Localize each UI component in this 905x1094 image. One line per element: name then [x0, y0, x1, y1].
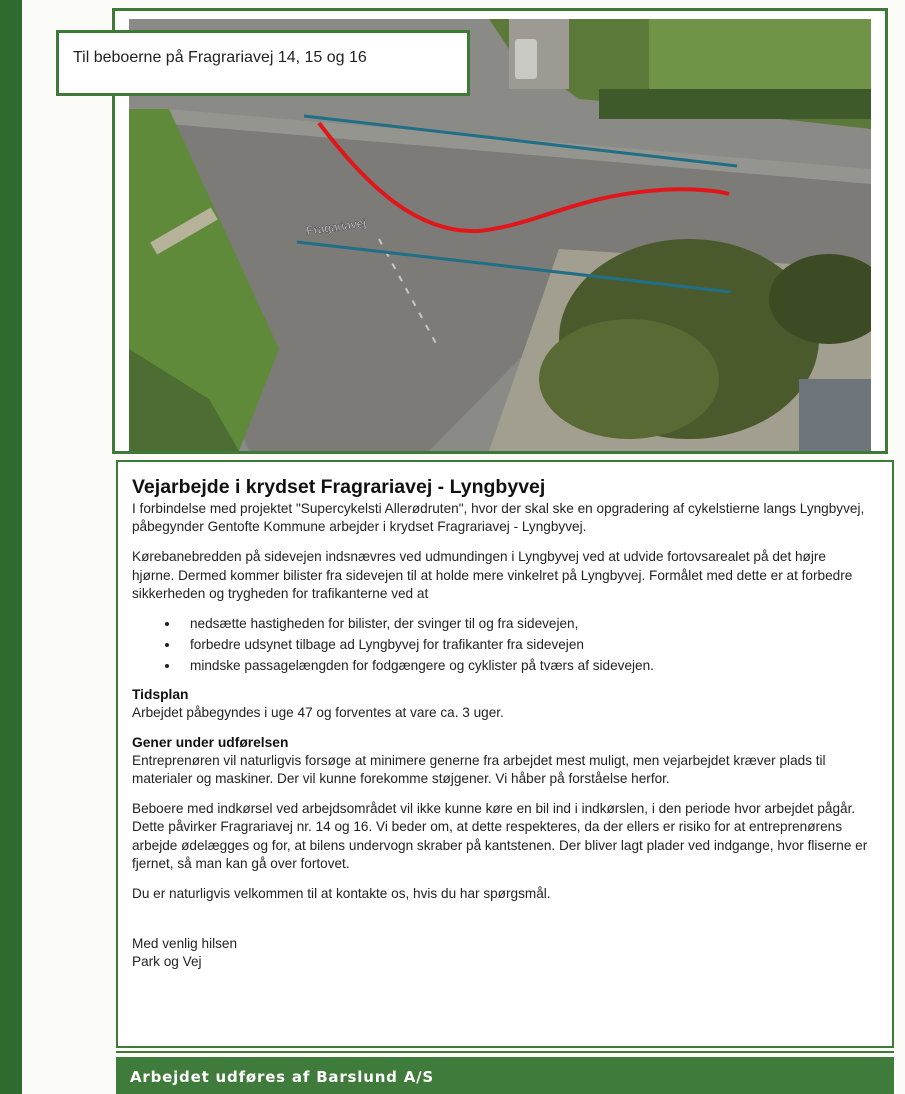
intro-paragraph: I forbindelse med projektet "Supercykelsti Allerødruten", hvor der skal ske en opgradering af cykelstierne langs Lyngbyvej, påbegynder Gentofte Kommune arbejder i krydset Fragrariavej - Lyngbyvej.	[132, 501, 865, 535]
gener-text: Entreprenøren vil naturligvis forsøge at minimere generne fra arbejdet mest muligt, men vejarbejdet kræver plads til materialer og maskiner. Der vil kunne forekomme støjgener. Vi håber på forståelse herfor.	[132, 752, 826, 787]
divider	[116, 1051, 894, 1053]
left-green-stripe	[0, 0, 22, 1094]
list-item: • nedsætte hastigheden for bilister, der svinger til og fra sidevejen,	[180, 615, 872, 633]
list-item: • forbedre udsynet tilbage ad Lyngbyvej for trafikanter fra sidevejen	[180, 636, 872, 654]
signature	[132, 935, 872, 971]
article-frame	[116, 460, 894, 1048]
purpose-paragraph: Kørebanebredden på sidevejen indsnævres ved udmundingen i Lyngbyvej ved at udvide fortovsarealet på det højre hjørne. Dermed kommer bilister fra sidevejen til at holde mere vinkelret på Lyngbyvej. Formålet med dette er at forbedre sikkerheden og trygheden for trafikanterne ved at	[132, 549, 853, 601]
contact-text: Du er naturligvis velkommen til at kontakte os, hvis du har spørgsmål.	[132, 886, 551, 902]
street-label: Fragariavej	[305, 215, 367, 238]
article-title: Vejarbejde i krydset Fragrariavej - Lyngbyvej	[132, 476, 546, 498]
tidsplan-heading: Tidsplan	[132, 686, 189, 702]
purpose-list	[132, 615, 872, 676]
beboere-text: Beboere med indkørsel ved arbejdsområdet vil ikke kunne køre en bil ind i indkørslen, i den periode hvor arbejdet pågår. Dette påvirker Fragrariavej nr. 14 og 16. Vi beder om, at dette respekteres, da der ellers er risiko for at entreprenørens arbejde ødelægges og for, at bilens undervogn skraber på kantstenen. Der bliver lagt plader ved indgange, hvor fliserne er fjernet, så man kan gå over fortovet.	[132, 801, 868, 871]
sign-greeting: Med venlig hilsen	[132, 936, 238, 952]
article-content	[132, 476, 872, 972]
address-text: Til beboerne på Fragrariavej 14, 15 og 16	[73, 49, 367, 66]
footer-text: Arbejdet udføres af Barslund A/S	[130, 1068, 435, 1086]
sign-name: Park og Vej	[132, 954, 202, 970]
list-item: • mindske passagelængden for fodgængere og cyklister på tværs af sidevejen.	[180, 657, 872, 675]
tidsplan-text: Arbejdet påbegyndes i uge 47 og forventes at vare ca. 3 uger.	[132, 704, 504, 720]
gener-heading: Gener under udførelsen	[132, 734, 289, 750]
address-box	[56, 30, 470, 96]
footer-bar	[116, 1057, 894, 1094]
